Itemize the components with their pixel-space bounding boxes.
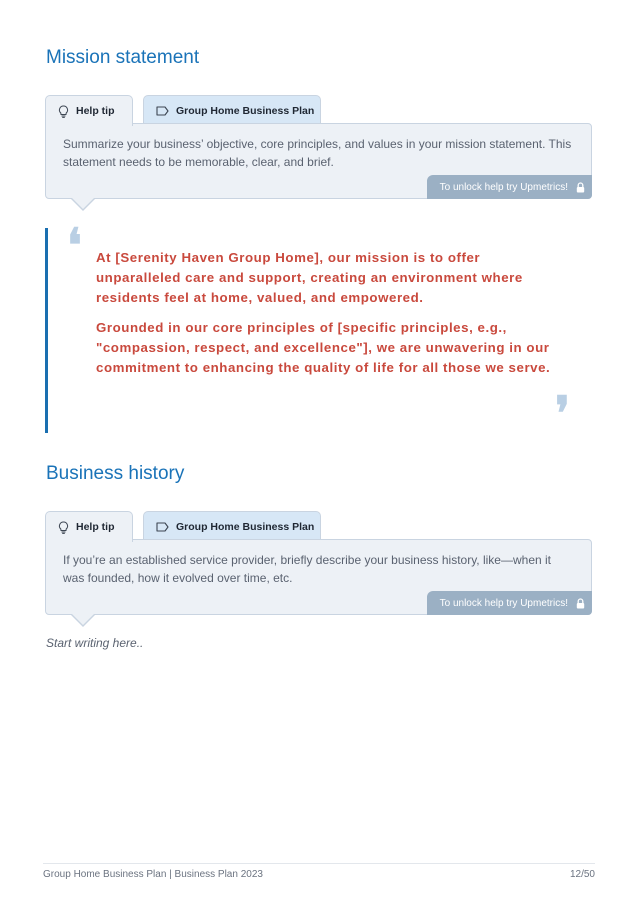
history-unlock-button[interactable] [427, 591, 592, 615]
footer-document-title: Group Home Business Plan | Business Plan 2023 [43, 869, 263, 880]
mission-paragraph-2: Grounded in our core principles of [specific principles, e.g., "compassion, respect, and excellence"], we are unwavering in our commitment to enhancing the quality of life for all those we serve. [96, 320, 551, 375]
history-plan-tab-label: Group Home Business Plan [176, 520, 315, 533]
tag-icon [156, 106, 169, 116]
lock-icon [576, 598, 585, 609]
mission-paragraph-1: At [Serenity Haven Group Home], our mission is to offer unparalleled care and support, creating an environment where residents feel at home, valued, and empowered. [96, 250, 523, 305]
mission-section-title: Mission statement [46, 47, 200, 68]
quote-accent-bar [45, 228, 48, 433]
tag-icon [156, 522, 169, 532]
mission-tip-pointer [70, 198, 96, 211]
mission-quote-block [45, 218, 592, 440]
history-section-title: Business history [46, 463, 185, 484]
mission-unlock-label: To unlock help try Upmetrics! [439, 181, 568, 193]
mission-help-tip-box [45, 123, 592, 199]
history-help-tip-text: If you’re an established service provider, briefly describe your business history, like—when it was founded, how it evolved over time, etc. [63, 553, 552, 585]
mission-help-tip-tab[interactable] [45, 95, 133, 126]
footer-page-number: 12/50 [569, 869, 595, 880]
history-unlock-label: To unlock help try Upmetrics! [439, 597, 568, 609]
lightbulb-icon [58, 521, 69, 534]
quote-open-icon: ❛ [67, 218, 82, 272]
history-writing-placeholder[interactable]: Start writing here.. [46, 636, 144, 650]
history-tip-pointer [70, 614, 96, 627]
quote-close-icon: ❜ [555, 386, 570, 440]
mission-help-tip-label: Help tip [76, 105, 115, 117]
mission-unlock-button[interactable] [427, 175, 592, 199]
history-help-tip-tab[interactable] [45, 511, 133, 542]
history-help-tip-label: Help tip [76, 521, 115, 533]
footer-divider [43, 863, 595, 864]
mission-help-tip-text: Summarize your business’ objective, core principles, and values in your mission statement. This statement needs to be memorable, clear, and brief. [63, 137, 572, 169]
history-plan-tab[interactable] [143, 511, 321, 541]
mission-plan-tab-label: Group Home Business Plan [176, 104, 315, 117]
history-help-tip-box [45, 539, 592, 615]
lightbulb-icon [58, 105, 69, 118]
mission-plan-tab[interactable] [143, 95, 321, 125]
lock-icon [576, 182, 585, 193]
